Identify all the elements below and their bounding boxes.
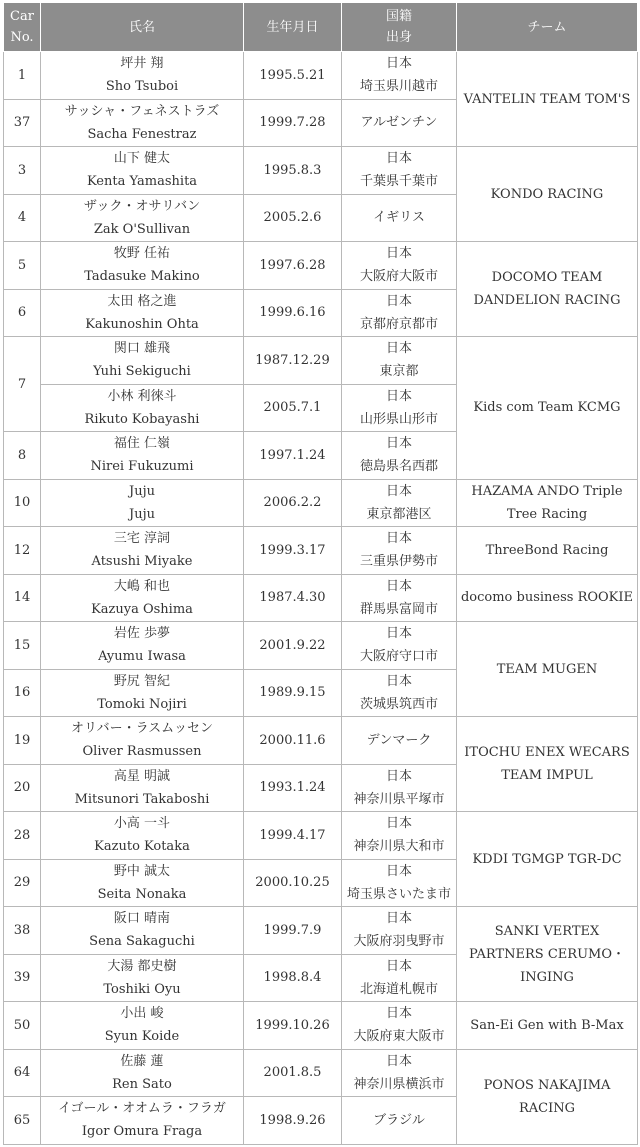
- header-car-no: Car No.: [4, 3, 41, 52]
- birth-date: 1997.1.24: [244, 432, 342, 480]
- table-row: [4, 479, 638, 527]
- driver-name: 坪井 翔 Sho Tsuboi: [41, 52, 244, 100]
- table-row: [4, 1002, 638, 1050]
- team-name: San-Ei Gen with B-Max: [457, 1002, 638, 1050]
- nationality: 日本 東京都: [342, 337, 457, 385]
- nationality: 日本 埼玉県さいたま市: [342, 859, 457, 907]
- birth-date: 1999.6.16: [244, 289, 342, 337]
- car-number: 28: [4, 812, 41, 860]
- driver-name: 岩佐 歩夢 Ayumu Iwasa: [41, 622, 244, 670]
- birth-date: 2000.11.6: [244, 717, 342, 765]
- driver-name: 関口 雄飛 Yuhi Sekiguchi: [41, 337, 244, 385]
- birth-date: 1999.4.17: [244, 812, 342, 860]
- driver-name: ザック・オサリバン Zak O'Sullivan: [41, 194, 244, 242]
- car-number: 8: [4, 432, 41, 480]
- driver-name: 太田 格之進 Kakunoshin Ohta: [41, 289, 244, 337]
- birth-date: 1999.3.17: [244, 527, 342, 575]
- car-number: 65: [4, 1097, 41, 1145]
- driver-name: 高星 明誠 Mitsunori Takaboshi: [41, 764, 244, 812]
- car-number: 38: [4, 907, 41, 955]
- birth-date: 1999.7.28: [244, 99, 342, 147]
- nationality: イギリス: [342, 194, 457, 242]
- team-name: SANKI VERTEX PARTNERS CERUMO・ INGING: [457, 907, 638, 1002]
- birth-date: 2006.2.2: [244, 479, 342, 527]
- table-row: [4, 1049, 638, 1097]
- driver-name: 野中 誠太 Seita Nonaka: [41, 859, 244, 907]
- driver-name: 野尻 智紀 Tomoki Nojiri: [41, 669, 244, 717]
- team-name: KDDI TGMGP TGR-DC: [457, 812, 638, 907]
- birth-date: 1995.5.21: [244, 52, 342, 100]
- birth-date: 1995.8.3: [244, 147, 342, 195]
- table-row: [4, 242, 638, 290]
- nationality: 日本 大阪府大阪市: [342, 242, 457, 290]
- nationality: 日本 大阪府東大阪市: [342, 1002, 457, 1050]
- driver-name: 大嶋 和也 Kazuya Oshima: [41, 574, 244, 622]
- birth-date: 1993.1.24: [244, 764, 342, 812]
- driver-name: Juju Juju: [41, 479, 244, 527]
- header-nationality: 国籍 出身: [342, 3, 457, 52]
- table-row: [4, 717, 638, 765]
- car-number: 3: [4, 147, 41, 195]
- birth-date: 1989.9.15: [244, 669, 342, 717]
- birth-date: 1997.6.28: [244, 242, 342, 290]
- driver-table: [3, 2, 638, 1145]
- team-name: ITOCHU ENEX WECARS TEAM IMPUL: [457, 717, 638, 812]
- nationality: 日本 神奈川県平塚市: [342, 764, 457, 812]
- car-number: 37: [4, 99, 41, 147]
- birth-date: 2001.9.22: [244, 622, 342, 670]
- car-number: 19: [4, 717, 41, 765]
- car-number: 14: [4, 574, 41, 622]
- team-name: HAZAMA ANDO Triple Tree Racing: [457, 479, 638, 527]
- team-name: Kids com Team KCMG: [457, 337, 638, 480]
- nationality: 日本 大阪府羽曳野市: [342, 907, 457, 955]
- nationality: 日本 山形県山形市: [342, 384, 457, 432]
- driver-name: イゴール・オオムラ・フラガ Igor Omura Fraga: [41, 1097, 244, 1145]
- team-name: PONOS NAKAJIMA RACING: [457, 1049, 638, 1144]
- header-team: チーム: [457, 3, 638, 52]
- driver-name: 山下 健太 Kenta Yamashita: [41, 147, 244, 195]
- nationality: 日本 群馬県富岡市: [342, 574, 457, 622]
- nationality: 日本 茨城県筑西市: [342, 669, 457, 717]
- team-name: TEAM MUGEN: [457, 622, 638, 717]
- table-row: [4, 527, 638, 575]
- driver-name: 小出 峻 Syun Koide: [41, 1002, 244, 1050]
- car-number: 15: [4, 622, 41, 670]
- team-name: KONDO RACING: [457, 147, 638, 242]
- nationality: 日本 徳島県名西郡: [342, 432, 457, 480]
- nationality: 日本 北海道札幌市: [342, 954, 457, 1002]
- car-number: 5: [4, 242, 41, 290]
- driver-name: オリバー・ラスムッセン Oliver Rasmussen: [41, 717, 244, 765]
- driver-name: 福住 仁嶺 Nirei Fukuzumi: [41, 432, 244, 480]
- driver-name: 佐藤 蓮 Ren Sato: [41, 1049, 244, 1097]
- nationality: 日本 千葉県千葉市: [342, 147, 457, 195]
- car-number: 50: [4, 1002, 41, 1050]
- birth-date: 2000.10.25: [244, 859, 342, 907]
- driver-name: 牧野 任祐 Tadasuke Makino: [41, 242, 244, 290]
- table-row: [4, 574, 638, 622]
- car-number: 16: [4, 669, 41, 717]
- table-row: [4, 147, 638, 195]
- table-row: [4, 907, 638, 955]
- table-row: [4, 622, 638, 670]
- team-name: ThreeBond Racing: [457, 527, 638, 575]
- nationality: 日本 埼玉県川越市: [342, 52, 457, 100]
- car-number: 4: [4, 194, 41, 242]
- driver-name: 大湯 都史樹 Toshiki Oyu: [41, 954, 244, 1002]
- nationality: アルゼンチン: [342, 99, 457, 147]
- car-number: 12: [4, 527, 41, 575]
- car-number: 6: [4, 289, 41, 337]
- car-number: 20: [4, 764, 41, 812]
- nationality: 日本 三重県伊勢市: [342, 527, 457, 575]
- car-number: 39: [4, 954, 41, 1002]
- nationality: 日本 神奈川県大和市: [342, 812, 457, 860]
- table-row: [4, 812, 638, 860]
- birth-date: 1999.10.26: [244, 1002, 342, 1050]
- birth-date: 1987.4.30: [244, 574, 342, 622]
- nationality: 日本 東京都港区: [342, 479, 457, 527]
- table-row: [4, 52, 638, 100]
- team-name: VANTELIN TEAM TOM'S: [457, 52, 638, 147]
- header-row: [4, 3, 638, 52]
- nationality: 日本 京都府京都市: [342, 289, 457, 337]
- nationality: 日本 神奈川県横浜市: [342, 1049, 457, 1097]
- header-name: 氏名: [41, 3, 244, 52]
- birth-date: 1998.8.4: [244, 954, 342, 1002]
- driver-name: 小高 一斗 Kazuto Kotaka: [41, 812, 244, 860]
- birth-date: 1998.9.26: [244, 1097, 342, 1145]
- car-number: 64: [4, 1049, 41, 1097]
- team-name: docomo business ROOKIE: [457, 574, 638, 622]
- birth-date: 1999.7.9: [244, 907, 342, 955]
- table-row: [4, 337, 638, 385]
- driver-name: サッシャ・フェネストラズ Sacha Fenestraz: [41, 99, 244, 147]
- birth-date: 2001.8.5: [244, 1049, 342, 1097]
- driver-name: 阪口 晴南 Sena Sakaguchi: [41, 907, 244, 955]
- car-number: 29: [4, 859, 41, 907]
- header-dob: 生年月日: [244, 3, 342, 52]
- car-number: 10: [4, 479, 41, 527]
- team-name: DOCOMO TEAM DANDELION RACING: [457, 242, 638, 337]
- birth-date: 1987.12.29: [244, 337, 342, 385]
- birth-date: 2005.2.6: [244, 194, 342, 242]
- birth-date: 2005.7.1: [244, 384, 342, 432]
- car-number: 7: [4, 337, 41, 432]
- car-number: 1: [4, 52, 41, 100]
- nationality: 日本 大阪府守口市: [342, 622, 457, 670]
- driver-name: 三宅 淳詞 Atsushi Miyake: [41, 527, 244, 575]
- nationality: ブラジル: [342, 1097, 457, 1145]
- nationality: デンマーク: [342, 717, 457, 765]
- driver-name: 小林 利徠斗 Rikuto Kobayashi: [41, 384, 244, 432]
